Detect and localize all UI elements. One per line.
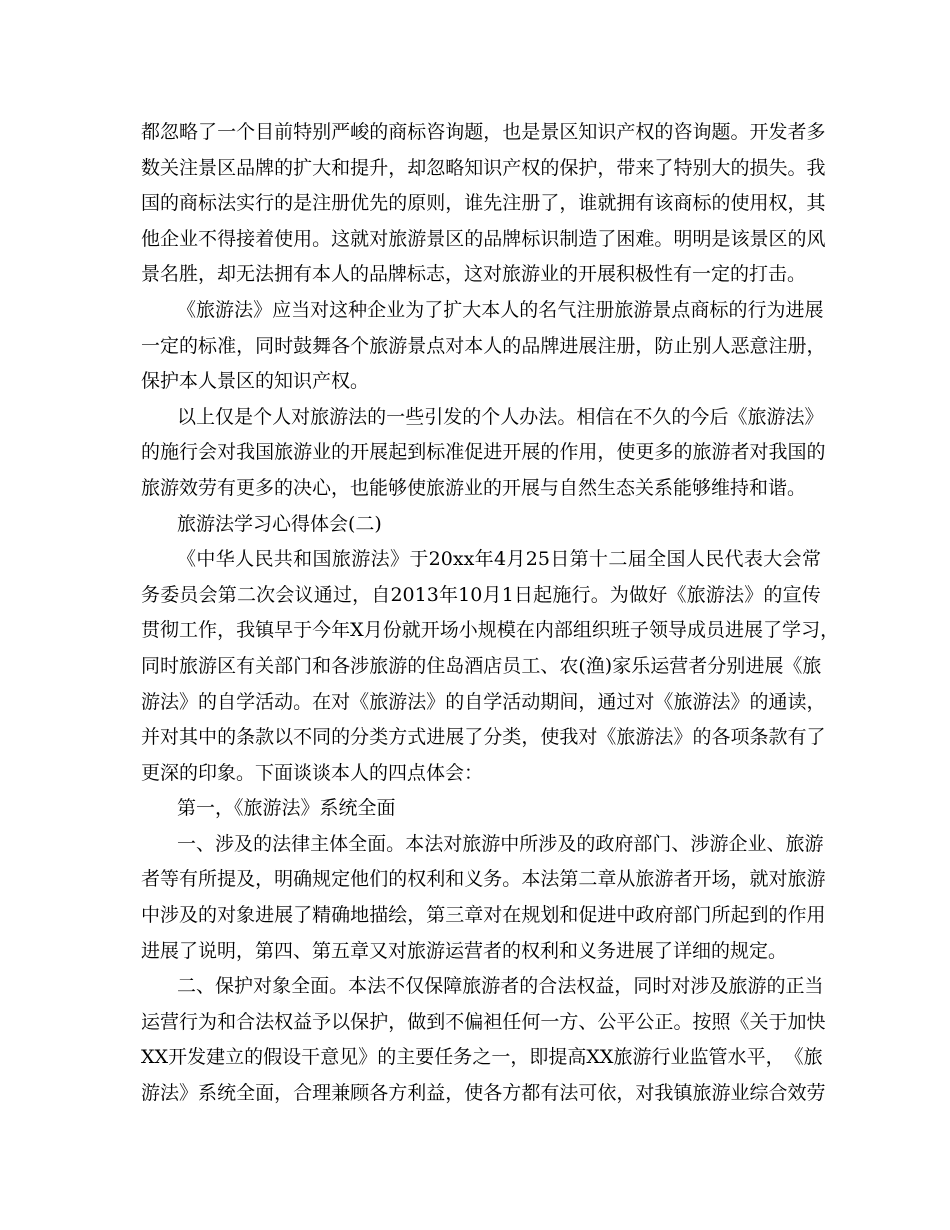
- document-body: [141, 115, 840, 1112]
- text-line: 贯 彻 工 作 ， 我 镇 早 于 今 年 X 月 份 就 开 场 小 规 模 在 内 部 组 织 班 子 领 导 成 员 进 展 了 学 习 ，: [141, 619, 840, 642]
- text-line: 运 营 行 为 和 合 法 权 益 予 以 保 护 ， 做 到 不 偏 袒 任 何 一 方 、 公 平 公 正 。 按 照 《 关 于 加 快: [141, 1010, 826, 1033]
- text-line: 游 法 》 系 统 全 面 ， 合 理 兼 顾 各 方 利 益 ， 使 各 方 都 有 法 可 依 ， 对 我 镇 旅 游 业 综 合 效 劳: [141, 1082, 826, 1105]
- text-line: 中 涉 及 的 对 象 进 展 了 精 确 地 描 绘 ， 第 三 章 对 在 规 划 和 促 进 中 政 府 部 门 所 起 到 的 作 用: [141, 904, 826, 927]
- text-line: 一 、 涉 及 的 法 律 主 体 全 面 。 本 法 对 旅 游 中 所 涉 及 的 政 府 部 门 、 涉 游 企 业 、 旅 游: [177, 832, 824, 855]
- text-line: 景名胜，却无法拥有本人的品牌标志，这对旅游业的开展积极性有一定的打击。: [141, 263, 807, 286]
- text-line: 更深的印象。下面谈谈本人的四点体会：: [141, 761, 484, 784]
- text-line: 者 等 有 所 提 及 ， 明 确 规 定 他 们 的 权 利 和 义 务 。 本 法 第 二 章 从 旅 游 者 开 场 ， 就 对 旅 游: [141, 868, 826, 891]
- text-line: 《 中 华 人 民 共 和 国 旅 游 法 》 于 20xx 年 4 月 25 日 第 十 二 届 全 国 人 民 代 表 大 会 常: [177, 548, 821, 571]
- text-line: 并 对 其 中 的 条 款 以 不 同 的 分 类 方 式 进 展 了 分 类 ， 使 我 对 《 旅 游 法 》 的 各 项 条 款 有 了: [141, 726, 826, 749]
- text-line: 一 定 的 标 准 ， 同 时 鼓 舞 各 个 旅 游 景 点 对 本 人 的 品 牌 进 展 注 册 ， 防 止 别 人 恶 意 注 册 ，: [141, 334, 826, 357]
- text-line: 《 旅 游 法 》 应 当 对 这 种 企 业 为 了 扩 大 本 人 的 名 气 注 册 旅 游 景 点 商 标 的 行 为 进 展: [177, 298, 824, 321]
- text-line: 以 上 仅 是 个 人 对 旅 游 法 的 一 些 引 发 的 个 人 办 法 。 相 信 在 不 久 的 今 后 《 旅 游 法 》: [177, 405, 824, 428]
- text-line: 数 关 注 景 区 品 牌 的 扩 大 和 提 升 ， 却 忽 略 知 识 产 权 的 保 护 ， 带 来 了 特 别 大 的 损 失 。 我: [141, 156, 826, 179]
- text-line: 他 企 业 不 得 接 着 使 用 。 这 就 对 旅 游 景 区 的 品 牌 标 识 制 造 了 困 难 。 明 明 是 该 景 区 的 风: [141, 227, 826, 250]
- text-line: XX 开 发 建 立 的 假 设 干 意 见 》 的 主 要 任 务 之 一 ， 即 提 高 XX 旅 游 行 业 监 管 水 平 ， 《 旅: [141, 1046, 823, 1069]
- text-line: 进展了说明，第四、第五章又对旅游运营者的权利和义务进展了详细的规定。: [141, 939, 788, 962]
- text-line: 同 时 旅 游 区 有 关 部 门 和 各 涉 旅 游 的 住 岛 酒 店 员 工 、 农 ( 渔 ) 家 乐 运 营 者 分 别 进 展 《 旅: [141, 654, 822, 677]
- text-line: 第一，《旅游法》系统全面: [177, 797, 396, 820]
- text-line: 游 法 》 的 自 学 活 动 。 在 对 《 旅 游 法 》 的 自 学 活 动 期 间 ， 通 过 对 《 旅 游 法 》 的 通 读 ，: [141, 690, 826, 713]
- text-line: 国 的 商 标 法 实 行 的 是 注 册 优 先 的 原 则 ， 谁 先 注 册 了 ， 谁 就 拥 有 该 商 标 的 使 用 权 ， 其: [141, 192, 826, 215]
- text-line: 都 忽 略 了 一 个 目 前 特 别 严 峻 的 商 标 咨 询 题 ， 也 是 景 区 知 识 产 权 的 咨 询 题 。 开 发 者 多: [141, 121, 826, 143]
- text-line: 旅游法学习心得体会(二): [177, 512, 382, 535]
- text-line: 二 、 保 护 对 象 全 面 。 本 法 不 仅 保 障 旅 游 者 的 合 法 权 益 ， 同 时 对 涉 及 旅 游 的 正 当: [177, 975, 824, 998]
- text-line: 保护本人景区的知识产权。: [141, 370, 370, 393]
- text-line: 务 委 员 会 第 二 次 会 议 通 过 ， 自 2013 年 10 月 1 日 起 施 行 。 为 做 好 《 旅 游 法 》 的 宣 传: [141, 583, 821, 606]
- text-line: 旅游效劳有更多的决心，也能够使旅游业的开展与自然生态关系能够维持和谐。: [141, 476, 807, 499]
- text-line: 的 施 行 会 对 我 国 旅 游 业 的 开 展 起 到 标 准 促 进 开 展 的 作 用 ， 使 更 多 的 旅 游 者 对 我 国 的: [141, 441, 826, 464]
